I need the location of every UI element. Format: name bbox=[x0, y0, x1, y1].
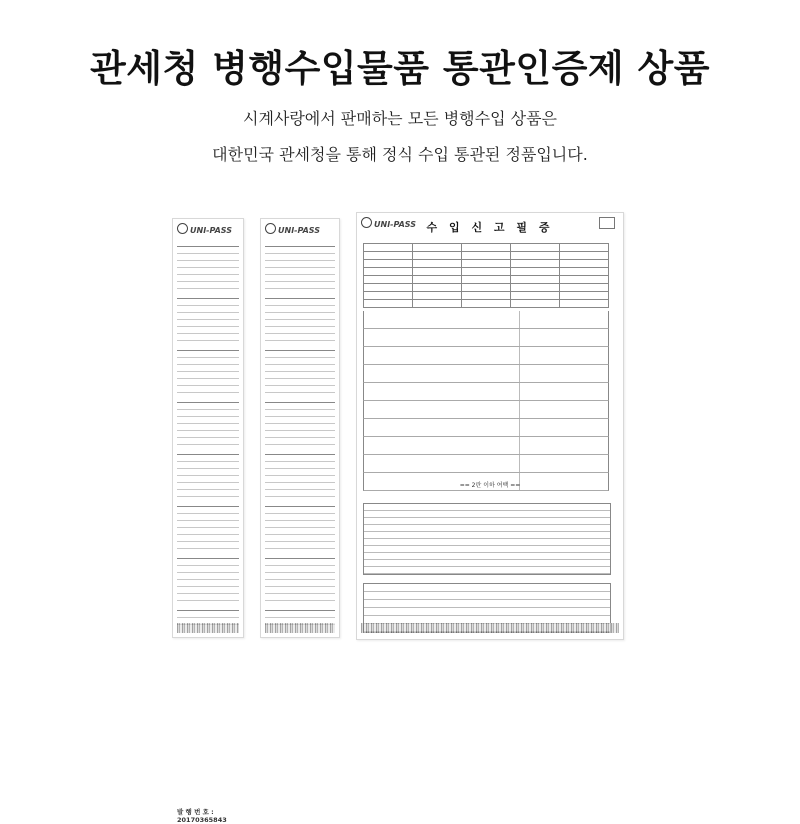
form-line bbox=[177, 594, 239, 601]
form-line bbox=[177, 334, 239, 341]
form-line bbox=[265, 372, 335, 379]
form-line bbox=[265, 497, 335, 507]
form-line bbox=[265, 417, 335, 424]
form-line bbox=[177, 483, 239, 490]
form-line bbox=[177, 587, 239, 594]
form-line bbox=[265, 282, 335, 289]
form-line bbox=[177, 542, 239, 549]
form-line bbox=[265, 445, 335, 455]
form-line bbox=[177, 403, 239, 410]
form-line bbox=[265, 594, 335, 601]
form-line bbox=[177, 573, 239, 580]
form-line bbox=[177, 580, 239, 587]
page-title: 관세청 병행수입물품 통관인증제 상품 bbox=[89, 47, 710, 90]
barcode-noise bbox=[361, 623, 619, 633]
form-line bbox=[265, 268, 335, 275]
form-line bbox=[265, 403, 335, 410]
form-line bbox=[177, 507, 239, 514]
issue-number: 발 행 번 호 : 20170365843 bbox=[177, 808, 227, 824]
form-line bbox=[265, 431, 335, 438]
blank-below-note: == 2란 이하 여백 == bbox=[459, 482, 521, 489]
form-line bbox=[265, 254, 335, 261]
item-row bbox=[363, 347, 609, 365]
form-line bbox=[265, 514, 335, 521]
form-line bbox=[177, 254, 239, 261]
customs-document-1 bbox=[172, 218, 244, 824]
form-line bbox=[177, 410, 239, 417]
form-line bbox=[177, 268, 239, 275]
form-line bbox=[265, 521, 335, 528]
form-line bbox=[265, 601, 335, 611]
form-line bbox=[177, 313, 239, 320]
form-line bbox=[265, 542, 335, 549]
form-line bbox=[265, 299, 335, 306]
form-line bbox=[265, 507, 335, 514]
form-line bbox=[265, 341, 335, 351]
form-line bbox=[265, 469, 335, 476]
form-line bbox=[177, 327, 239, 334]
form-line bbox=[265, 334, 335, 341]
form-line bbox=[265, 580, 335, 587]
form-line bbox=[177, 320, 239, 327]
form-line bbox=[177, 417, 239, 424]
form-line bbox=[177, 462, 239, 469]
form-line bbox=[177, 549, 239, 559]
form-line bbox=[265, 379, 335, 386]
item-row bbox=[363, 419, 609, 437]
item-row bbox=[363, 455, 609, 473]
customs-document-3 bbox=[356, 212, 624, 640]
form-line bbox=[265, 410, 335, 417]
form-line bbox=[177, 455, 239, 462]
stamp-mark bbox=[599, 217, 615, 229]
form-line bbox=[177, 299, 239, 306]
form-line bbox=[177, 247, 239, 254]
item-row bbox=[363, 437, 609, 455]
form-line bbox=[177, 282, 239, 289]
form-line bbox=[265, 247, 335, 254]
form-line bbox=[177, 275, 239, 282]
form-line bbox=[177, 566, 239, 573]
form-line bbox=[177, 611, 239, 618]
form-line bbox=[177, 393, 239, 403]
form-line bbox=[177, 365, 239, 372]
form-line bbox=[177, 559, 239, 566]
subtitle-line-2: 대한민국 관세청을 통해 정식 수입 통관된 정품입니다. bbox=[212, 145, 588, 164]
item-row bbox=[363, 383, 609, 401]
item-row bbox=[363, 329, 609, 347]
form-line bbox=[265, 476, 335, 483]
form-line bbox=[177, 358, 239, 365]
form-line bbox=[265, 320, 335, 327]
form-line bbox=[265, 358, 335, 365]
form-line bbox=[265, 386, 335, 393]
form-line bbox=[265, 528, 335, 535]
form-line bbox=[265, 351, 335, 358]
form-line bbox=[265, 275, 335, 282]
form-line bbox=[265, 306, 335, 313]
barcode-noise bbox=[177, 623, 239, 633]
form-line bbox=[177, 514, 239, 521]
form-line bbox=[265, 549, 335, 559]
form-line bbox=[177, 438, 239, 445]
form-line bbox=[265, 327, 335, 334]
form-line bbox=[177, 237, 239, 247]
form-line bbox=[265, 559, 335, 566]
form-line bbox=[265, 261, 335, 268]
form-line bbox=[177, 601, 239, 611]
form-line bbox=[177, 372, 239, 379]
unipass-logo: UNI-PASS bbox=[177, 223, 232, 235]
form-line bbox=[265, 566, 335, 573]
form-line bbox=[177, 497, 239, 507]
form-line bbox=[177, 351, 239, 358]
form-line bbox=[177, 261, 239, 268]
form-line bbox=[265, 289, 335, 299]
unipass-logo: UNI-PASS bbox=[265, 223, 320, 235]
form-line bbox=[177, 431, 239, 438]
barcode-noise bbox=[265, 623, 335, 633]
unipass-logo: UNI-PASS bbox=[361, 217, 416, 229]
form-line bbox=[265, 483, 335, 490]
form-line bbox=[177, 386, 239, 393]
document-heading: 수 입 신 고 필 증 bbox=[426, 221, 554, 234]
form-line bbox=[265, 535, 335, 542]
item-row bbox=[363, 311, 609, 329]
form-line bbox=[265, 587, 335, 594]
form-line bbox=[265, 393, 335, 403]
item-row bbox=[363, 401, 609, 419]
header-table bbox=[363, 243, 609, 308]
item-row bbox=[363, 365, 609, 383]
form-line bbox=[265, 573, 335, 580]
form-line bbox=[265, 438, 335, 445]
form-line bbox=[265, 365, 335, 372]
form-line bbox=[177, 521, 239, 528]
form-line bbox=[265, 462, 335, 469]
form-line bbox=[265, 611, 335, 618]
customs-document-2 bbox=[260, 218, 340, 638]
form-line bbox=[177, 379, 239, 386]
form-line bbox=[265, 424, 335, 431]
form-line bbox=[177, 289, 239, 299]
form-line bbox=[265, 313, 335, 320]
subtitle-line-1: 시계사랑에서 판매하는 모든 병행수입 상품은 bbox=[242, 109, 557, 128]
form-line bbox=[177, 341, 239, 351]
form-line bbox=[265, 455, 335, 462]
tax-table bbox=[363, 503, 611, 575]
form-line bbox=[177, 490, 239, 497]
form-line bbox=[177, 424, 239, 431]
form-line bbox=[177, 469, 239, 476]
form-line bbox=[265, 237, 335, 247]
item-list bbox=[363, 311, 609, 491]
form-line bbox=[177, 445, 239, 455]
form-line bbox=[177, 528, 239, 535]
form-line bbox=[265, 490, 335, 497]
form-line bbox=[177, 476, 239, 483]
form-line bbox=[177, 306, 239, 313]
form-line bbox=[177, 535, 239, 542]
